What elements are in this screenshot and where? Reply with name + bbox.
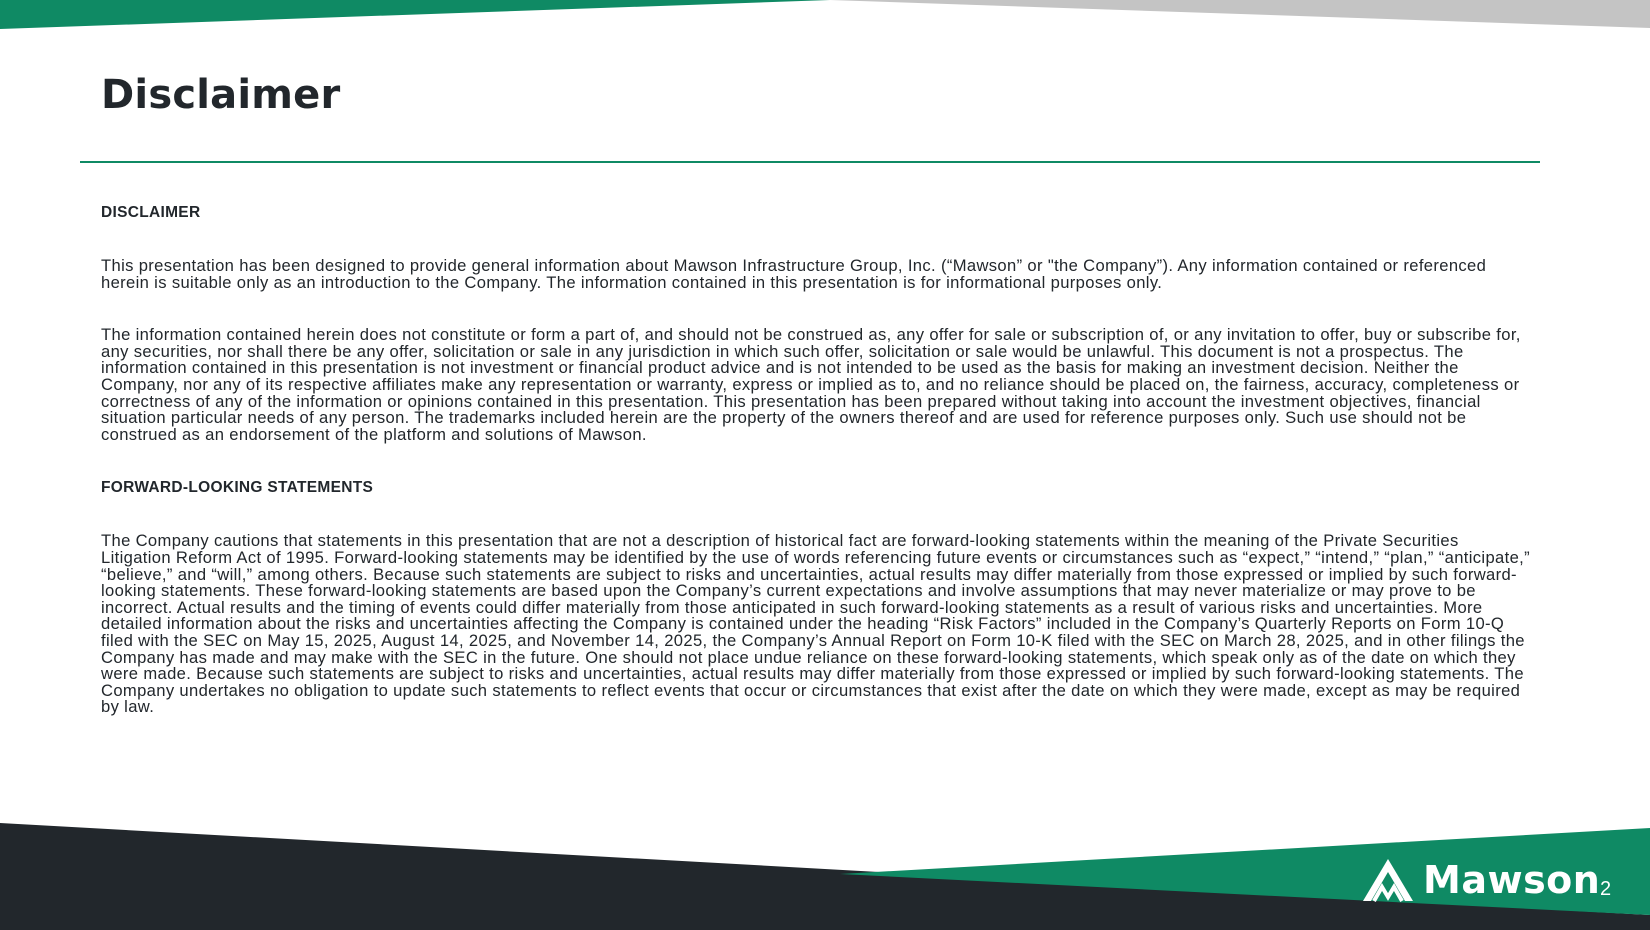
disclaimer-body [101,204,1533,716]
mawson-mountain-logo-icon [1361,857,1415,903]
title-divider [80,161,1540,163]
disclaimer-paragraph-2: The information contained herein does not constitute or form a part of, and should not be construed as, any offer for sale or subscription of, or any invitation to offer, buy or subscribe for, any securities, nor shall there be any offer, solicitation or sale in any jurisdiction in which such offer, solicitation or sale would be unlawful. This document is not a prospectus. The information contained in this presentation is not investment or financial product advice and is not intended to be used as the basis for making an investment decision. Neither the Company, nor any of its respective affiliates make any representation or warranty, express or implied as to, and no reliance should be placed on, the fairness, accuracy, completeness or correctness of any of the information or opinions contained in this presentation. This presentation has been prepared without taking into account the investment objectives, financial situation particular needs of any person. The trademarks included herein are the property of the owners thereof and are used for reference purposes only. Such use should not be construed as an endorsement of the platform and solutions of Mawson. [101,325,1521,444]
disclaimer-heading: DISCLAIMER [101,204,201,221]
mawson-logo [1361,855,1600,905]
disclaimer-paragraph-1: This presentation has been designed to provide general information about Mawson Infrastructure Group, Inc. (“Mawson” or "the Company”). Any information contained or referenced herein is suitable only as an introduction to the Company. The information contained in this presentation is for informational purposes only. [101,256,1487,292]
page-title: Disclaimer [101,72,341,118]
forward-looking-heading: FORWARD-LOOKING STATEMENTS [101,479,374,497]
top-decorative-band [0,0,1650,32]
page-number: 2 [1600,878,1612,900]
forward-looking-paragraph: The Company cautions that statements in this presentation that are not a description of historical fact are forward-looking statements within the meaning of the Private Securities Litigation Reform Act of 1995. Forward-looking statements may be identified by the use of words referencing future events or circumstances such as “expect,” “intend,” “plan,” “anticipate,” “believe,” and “will,” among others. Because such statements are subject to risks and uncertainties, actual results may differ materially from those expressed or implied by such forward-looking statements. These forward-looking statements are based upon the Company’s current expectations and involve assumptions that may never materialize or may prove to be incorrect. Actual results and the timing of events could differ materially from those anticipated in such forward-looking statements as a result of various risks and uncertainties. More detailed information about the risks and uncertainties affecting the Company is contained under the heading “Risk Factors” included in the Company’s Quarterly Reports on Form 10-Q filed with the SEC on May 15, 2025, August 14, 2025, and November 14, 2025, the Company’s Annual Report on Form 10-K filed with the SEC on March 28, 2025, and in other filings the Company has made and may make with the SEC in the future. One should not place undue reliance on these forward-looking statements, which speak only as of the date on which they were made. Because such statements are subject to risks and uncertainties, actual results may differ materially from those expressed or implied by such forward-looking statements. The Company undertakes no obligation to update such statements to reflect events that occur or circumstances that exist after the date on which they were made, except as may be required by law. [101,531,1530,717]
logo-wordmark: Mawson [1423,858,1601,902]
